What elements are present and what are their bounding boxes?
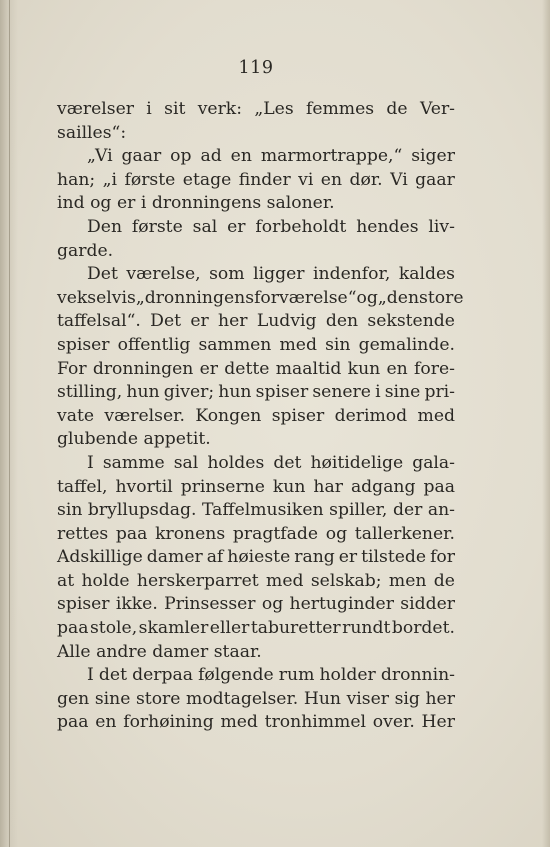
word: vi xyxy=(298,169,314,190)
word: høitidelige xyxy=(310,452,404,473)
text-line xyxy=(57,122,455,146)
word: rundt xyxy=(342,618,391,639)
text-line xyxy=(57,310,455,334)
word: gemalinde. xyxy=(358,334,455,355)
word: paa xyxy=(57,618,89,639)
word: „dronningens xyxy=(135,287,255,308)
text-line xyxy=(57,499,455,523)
text-line xyxy=(57,287,464,311)
word: Alle xyxy=(57,641,91,662)
word: pragtfade xyxy=(232,523,319,544)
word: første xyxy=(124,169,176,190)
word: første xyxy=(131,216,183,237)
word: paa xyxy=(115,523,148,544)
word: Ludvig xyxy=(256,311,317,332)
text-line xyxy=(57,98,455,122)
word: som xyxy=(209,264,245,285)
word: an- xyxy=(427,500,455,521)
word: ad xyxy=(200,146,222,167)
word: tallerkener. xyxy=(354,523,455,544)
text-line xyxy=(57,405,455,429)
word: er xyxy=(116,193,136,214)
word: samme xyxy=(102,452,165,473)
word: kaldes xyxy=(398,264,455,285)
word: marmortrappe,“ xyxy=(260,146,403,167)
word: og xyxy=(356,287,378,308)
word: sin xyxy=(325,334,351,355)
word: i xyxy=(140,193,147,214)
word: og xyxy=(90,193,112,214)
text-line xyxy=(57,711,455,735)
word: Taffelmusiken xyxy=(201,500,324,521)
word: hun xyxy=(126,382,160,403)
text-line xyxy=(57,334,455,358)
text-line xyxy=(57,593,455,617)
word: „Les xyxy=(254,99,294,119)
text-line xyxy=(57,240,455,264)
page-number: 119 xyxy=(238,58,274,78)
word: der xyxy=(392,500,423,521)
word: og xyxy=(325,523,348,544)
word: paa xyxy=(423,476,455,497)
word: holder xyxy=(319,665,376,686)
word: en xyxy=(386,358,408,379)
word: gaar xyxy=(121,146,162,167)
word: spiser xyxy=(255,382,309,403)
word: bryllupsdag. xyxy=(87,500,197,521)
word: hvortil xyxy=(115,476,173,497)
word: spiller, xyxy=(329,500,388,521)
word: femmes xyxy=(305,99,375,119)
word: forbeholdt xyxy=(255,216,347,237)
page-gutter-shadow xyxy=(0,0,18,847)
word: men xyxy=(388,570,427,591)
word: Den xyxy=(87,216,123,237)
word: I xyxy=(87,665,94,686)
word: værelser. xyxy=(104,405,185,426)
word: senere xyxy=(312,382,371,403)
word: skamler xyxy=(138,618,209,639)
text-line xyxy=(57,546,455,570)
body-text xyxy=(57,98,464,735)
word: etage xyxy=(182,169,232,190)
word: at xyxy=(57,570,75,591)
word: er xyxy=(338,547,358,568)
word: viser xyxy=(346,688,389,709)
word: sig xyxy=(394,688,420,709)
word: forværelse“ xyxy=(254,287,357,308)
word: eller xyxy=(209,618,250,639)
word: sine xyxy=(94,688,131,709)
text-line xyxy=(57,216,455,240)
text-line xyxy=(57,664,455,688)
word: og xyxy=(261,594,284,615)
word: dronnin- xyxy=(380,665,455,686)
text-line xyxy=(57,570,455,594)
word: dronningens xyxy=(151,193,262,214)
word: følgende xyxy=(198,665,274,686)
word: rang xyxy=(294,547,335,568)
word: af xyxy=(206,547,224,568)
word: gaar xyxy=(415,169,455,190)
word: det xyxy=(98,665,127,686)
word: er xyxy=(199,358,218,379)
word: adgang xyxy=(350,476,416,497)
word: liv- xyxy=(428,216,455,237)
word: det xyxy=(273,452,302,473)
word: ligger xyxy=(253,264,305,285)
word: „Vi xyxy=(87,146,113,167)
word: For xyxy=(57,358,87,379)
word: verk: xyxy=(197,99,242,119)
word: med xyxy=(220,712,258,733)
word: holdes xyxy=(207,452,265,473)
word: en xyxy=(230,146,252,167)
text-line xyxy=(57,192,455,216)
word: store xyxy=(135,688,181,709)
word: kun xyxy=(272,476,306,497)
text-line xyxy=(57,381,455,405)
word: spiser xyxy=(271,405,325,426)
text-line xyxy=(57,688,455,712)
word: værelser xyxy=(57,99,134,119)
word: tronhimmel xyxy=(264,712,367,733)
word: sit xyxy=(164,99,186,119)
word: garde. xyxy=(57,240,114,261)
word: op xyxy=(170,146,192,167)
word: offentlig xyxy=(117,334,191,355)
word: staar. xyxy=(213,641,262,662)
word: sailles“: xyxy=(57,122,127,143)
word: finder xyxy=(238,169,291,190)
word: andre xyxy=(96,641,147,662)
word: taffel, xyxy=(57,476,108,497)
word: tilstede xyxy=(361,547,427,568)
word: værelse, xyxy=(126,264,201,285)
word: damer xyxy=(152,641,209,662)
word: rettes xyxy=(57,523,109,544)
text-line xyxy=(57,263,455,287)
word: med xyxy=(279,334,317,355)
word: vekselvis xyxy=(57,287,136,308)
word: I xyxy=(87,452,94,473)
word: i xyxy=(146,99,152,119)
word: kun xyxy=(347,358,381,379)
word: ind xyxy=(57,193,85,214)
word: dør. xyxy=(349,169,383,190)
word: herskerparret xyxy=(136,570,259,591)
word: derimod xyxy=(334,405,408,426)
word: sidder xyxy=(400,594,455,615)
word: sammen xyxy=(198,334,272,355)
word: Ver- xyxy=(419,99,455,119)
text-line xyxy=(57,476,455,500)
word: hendes xyxy=(356,216,419,237)
word: glubende xyxy=(57,429,138,450)
word: han; xyxy=(57,169,96,190)
word: paa xyxy=(57,712,89,733)
word: stole, xyxy=(89,618,138,639)
word: store xyxy=(419,287,464,308)
word: Vi xyxy=(390,169,408,190)
word: Adskillige xyxy=(57,547,143,568)
word: den xyxy=(325,311,359,332)
word: over. xyxy=(372,712,415,733)
word: med xyxy=(417,405,455,426)
word: sal xyxy=(173,452,199,473)
word: derpaa xyxy=(132,665,193,686)
word: for xyxy=(430,547,455,568)
word: her xyxy=(218,311,248,332)
word: er xyxy=(227,216,246,237)
word: dronningen xyxy=(92,358,194,379)
word: Det xyxy=(87,264,118,285)
word: pri- xyxy=(424,382,455,403)
text-line xyxy=(57,641,455,665)
text-line xyxy=(57,617,455,641)
word: gen xyxy=(57,688,90,709)
page-right-edge xyxy=(542,0,550,847)
word: „i xyxy=(102,169,118,190)
word: de xyxy=(386,99,408,119)
word: maaltid xyxy=(275,358,342,379)
word: høieste xyxy=(227,547,291,568)
word: fore- xyxy=(414,358,455,379)
word: damer xyxy=(146,547,203,568)
word: Kongen xyxy=(195,405,262,426)
text-line xyxy=(57,452,455,476)
word: de xyxy=(433,570,455,591)
word: holde xyxy=(81,570,130,591)
text-line xyxy=(57,358,455,382)
text-line xyxy=(57,428,455,452)
word: Her xyxy=(421,712,455,733)
word: prinserne xyxy=(180,476,265,497)
word: en xyxy=(320,169,343,190)
word: sin xyxy=(57,500,83,521)
word: stilling, xyxy=(57,382,123,403)
word: spiser xyxy=(57,594,110,615)
word: sal xyxy=(192,216,218,237)
word: Prinsesser xyxy=(164,594,256,615)
word: ikke. xyxy=(115,594,158,615)
word: siger xyxy=(411,146,455,167)
text-line xyxy=(57,169,455,193)
word: modtagelser. xyxy=(186,688,299,709)
word: rum xyxy=(278,665,315,686)
word: giver; xyxy=(163,382,215,403)
word: Hun xyxy=(303,688,341,709)
word: selskab; xyxy=(310,570,382,591)
word: gala- xyxy=(412,452,455,473)
word: indenfor, xyxy=(313,264,391,285)
word: spiser xyxy=(57,334,110,355)
word: i xyxy=(375,382,381,403)
word: „den xyxy=(377,287,420,308)
word: dette xyxy=(224,358,270,379)
word: her xyxy=(425,688,455,709)
word: appetit. xyxy=(143,429,211,450)
word: vate xyxy=(57,405,95,426)
word: taburetter xyxy=(250,618,341,639)
word: kronens xyxy=(155,523,226,544)
word: hun xyxy=(218,382,252,403)
word: saloner. xyxy=(266,193,335,214)
word: hertuginder xyxy=(289,594,394,615)
word: Det xyxy=(150,311,182,332)
word: en xyxy=(95,712,117,733)
word: sine xyxy=(384,382,421,403)
word: forhøining xyxy=(123,712,214,733)
word: sekstende xyxy=(367,311,455,332)
text-line xyxy=(57,145,455,169)
word: med xyxy=(266,570,304,591)
word: taffelsal“. xyxy=(57,311,141,332)
text-line xyxy=(57,523,455,547)
word: bordet. xyxy=(391,618,455,639)
word: er xyxy=(190,311,209,332)
word: har xyxy=(313,476,343,497)
